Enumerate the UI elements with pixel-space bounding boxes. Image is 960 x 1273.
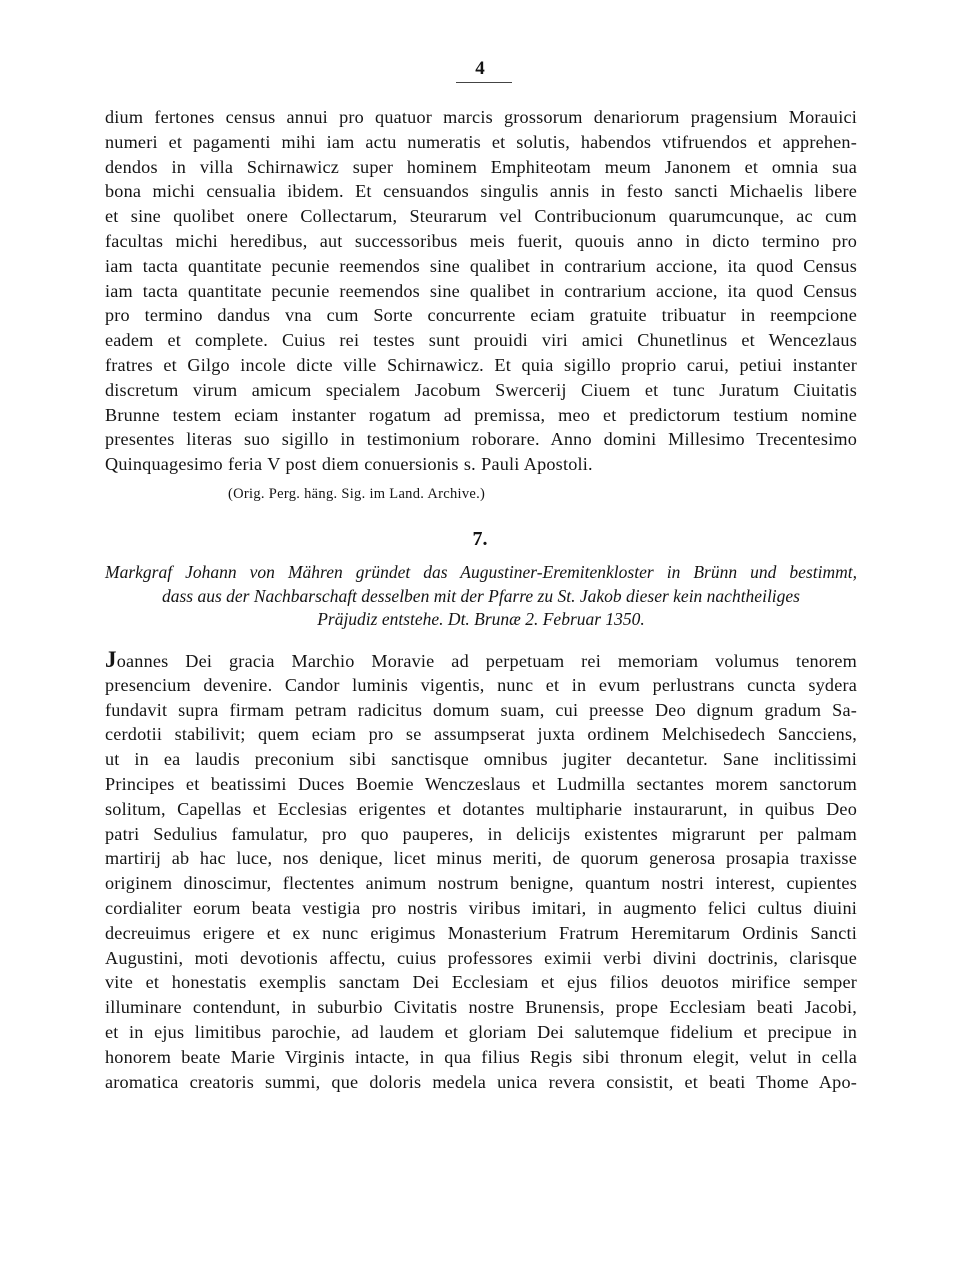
text-line: decreuimus erigere et ex nunc erigimus Monasterium Fratrum Heremitarum Ordinis Sancti xyxy=(105,922,857,943)
text-line: pro termino dandus vna cum Sorte concurrente eciam gratuite tribuatur in reempcione xyxy=(105,305,857,326)
text-line: eadem et complete. Cuius rei testes sunt prouidi viri amici Chunetlinus et Wencezlaus xyxy=(105,330,857,351)
text-line: solitum, Capellas et Ecclesias erigentes et dotantes multipharie instaurarunt, in quibus Deo xyxy=(105,798,857,819)
page-number-rule xyxy=(456,82,512,83)
heading-line: dass aus der Nachbarschaft desselben mit der Pfarre zu St. Jakob dieser kein nachtheiliges xyxy=(161,585,800,606)
text-line: cordialiter eorum beata vestigia pro nostris viribus imitari, in augmento felici cultus diuini xyxy=(105,897,857,918)
heading-line: Präjudiz entstehe. Dt. Brunæ 2. Februar 1350. xyxy=(317,609,645,629)
charter-1-text xyxy=(105,105,857,477)
text-line: discretum virum amicum specialem Jacobum Swercerij Ciuem et tunc Juratum Ciuitatis xyxy=(105,379,857,400)
text-line-first xyxy=(105,648,857,673)
document-number: 7. xyxy=(472,528,488,550)
text-line: Principes et beatissimi Duces Boemie Wenczeslaus et Ludmilla sectantes morem sanctorum xyxy=(105,773,857,794)
text-line: aromatica creatoris summi, que doloris medela unica revera consistit, et beati Thome Apo- xyxy=(105,1071,857,1092)
text-line: fratres et Gilgo incole dicte ville Schirnawicz. Et quia sigillo proprio carui, petiui instanter xyxy=(105,354,857,375)
text-line: originem dinoscimur, flectentes animum nostrum benigne, quantum nostri interest, cupientes xyxy=(105,873,857,894)
text-line: presentes literas suo sigillo in testimonium roborare. Anno domini Millesimo Trecentesimo xyxy=(105,429,857,450)
text-line: et sine quolibet onere Collectarum, Steurarum vel Contribucionum quarumcunque, ac cum xyxy=(105,206,857,227)
text-line: illuminare contendunt, in suburbio Civitatis nostre Brunensis, prope Ecclesiam beati Jacobi, xyxy=(105,997,857,1018)
first-line-rest: oannes Dei gracia Marchio Moravie ad perpetuam rei memoriam volumus tenorem xyxy=(116,651,857,671)
heading-line: Markgraf Johann von Mähren gründet das Augustiner-Eremitenkloster in Brünn und bestimmt, xyxy=(105,562,857,582)
text-line: Augustini, moti devotionis affectu, cuius professores eximii verbi divini doctrinis, clarisque xyxy=(105,947,857,968)
initial-letter: J xyxy=(105,648,117,672)
page-number: 4 xyxy=(475,58,485,79)
text-line: iam tacta quantitate pecunie reemendos sine qualibet in contrarium accione, ita quod Census xyxy=(105,255,857,276)
text-line: dendos in villa Schirnawicz super hominem Emphiteotam meum Janonem et omnia sua xyxy=(105,156,857,177)
text-line: numeri et pagamenti mihi iam actu numeratis et solutis, habendos vtifruendos et apprehen- xyxy=(105,131,857,152)
text-line: cerdotii stabilivit; quem eciam pro se assumpserat juxta ordinem Melchisedech Sancciens, xyxy=(105,724,857,745)
text-line: ut in ea laudis preconium sibi sanctisque omnibus jugiter decantetur. Sane inclitissimi xyxy=(105,749,857,770)
text-line: honorem beate Marie Virginis intacte, in qua filius Regis sibi thronum elegit, velut in cella xyxy=(105,1046,857,1067)
text-line: iam tacta quantitate pecunie reemendos sine qualibet in contrarium accione, ita quod Census xyxy=(105,280,857,301)
text-line: fundavit supra firmam petram radicitus domum suam, cui preesse Deo dignum gradum Sa- xyxy=(105,699,857,720)
source-note: (Orig. Perg. häng. Sig. im Land. Archive.) xyxy=(228,486,486,502)
text-line: patri Sedulius famulatur, pro quo pauperes, in delicijs existentes migrarunt per palmam xyxy=(105,823,857,844)
text-line: facultas michi heredibus, aut successoribus meis fuerit, quouis anno in dicto termino pro xyxy=(105,230,857,251)
text-line: Brunne testem eciam instanter rogatum ad premissa, meo et predictorum testium nomine xyxy=(105,404,857,425)
text-line: presencium devenire. Candor luminis vigentis, nunc et in evum perlustrans cuncta sydera xyxy=(105,674,857,695)
text-line: Quinquagesimo feria V post diem conuersionis s. Pauli Apostoli. xyxy=(105,454,593,475)
charter-2-heading xyxy=(105,561,857,632)
text-line: martirij ab hac luce, nos denique, licet minus meriti, de quorum generosa prosapia traxisse xyxy=(105,848,857,869)
text-line: vite et honestatis exemplis sanctam Dei Ecclesiam et ejus filios deuotos mirifice semper xyxy=(105,972,857,993)
text-line: et in ejus limitibus parochie, ad laudem et gloriam Dei salutemque fidelium et precipue in xyxy=(105,1021,857,1042)
text-line: dium fertones census annui pro quatuor marcis grossorum denariorum pragensium Morauici xyxy=(105,107,857,127)
charter-2-text xyxy=(105,648,857,1094)
text-line: bona michi censualia ibidem. Et censuandos singulis annis in festo sancti Michaelis libere xyxy=(105,181,857,202)
